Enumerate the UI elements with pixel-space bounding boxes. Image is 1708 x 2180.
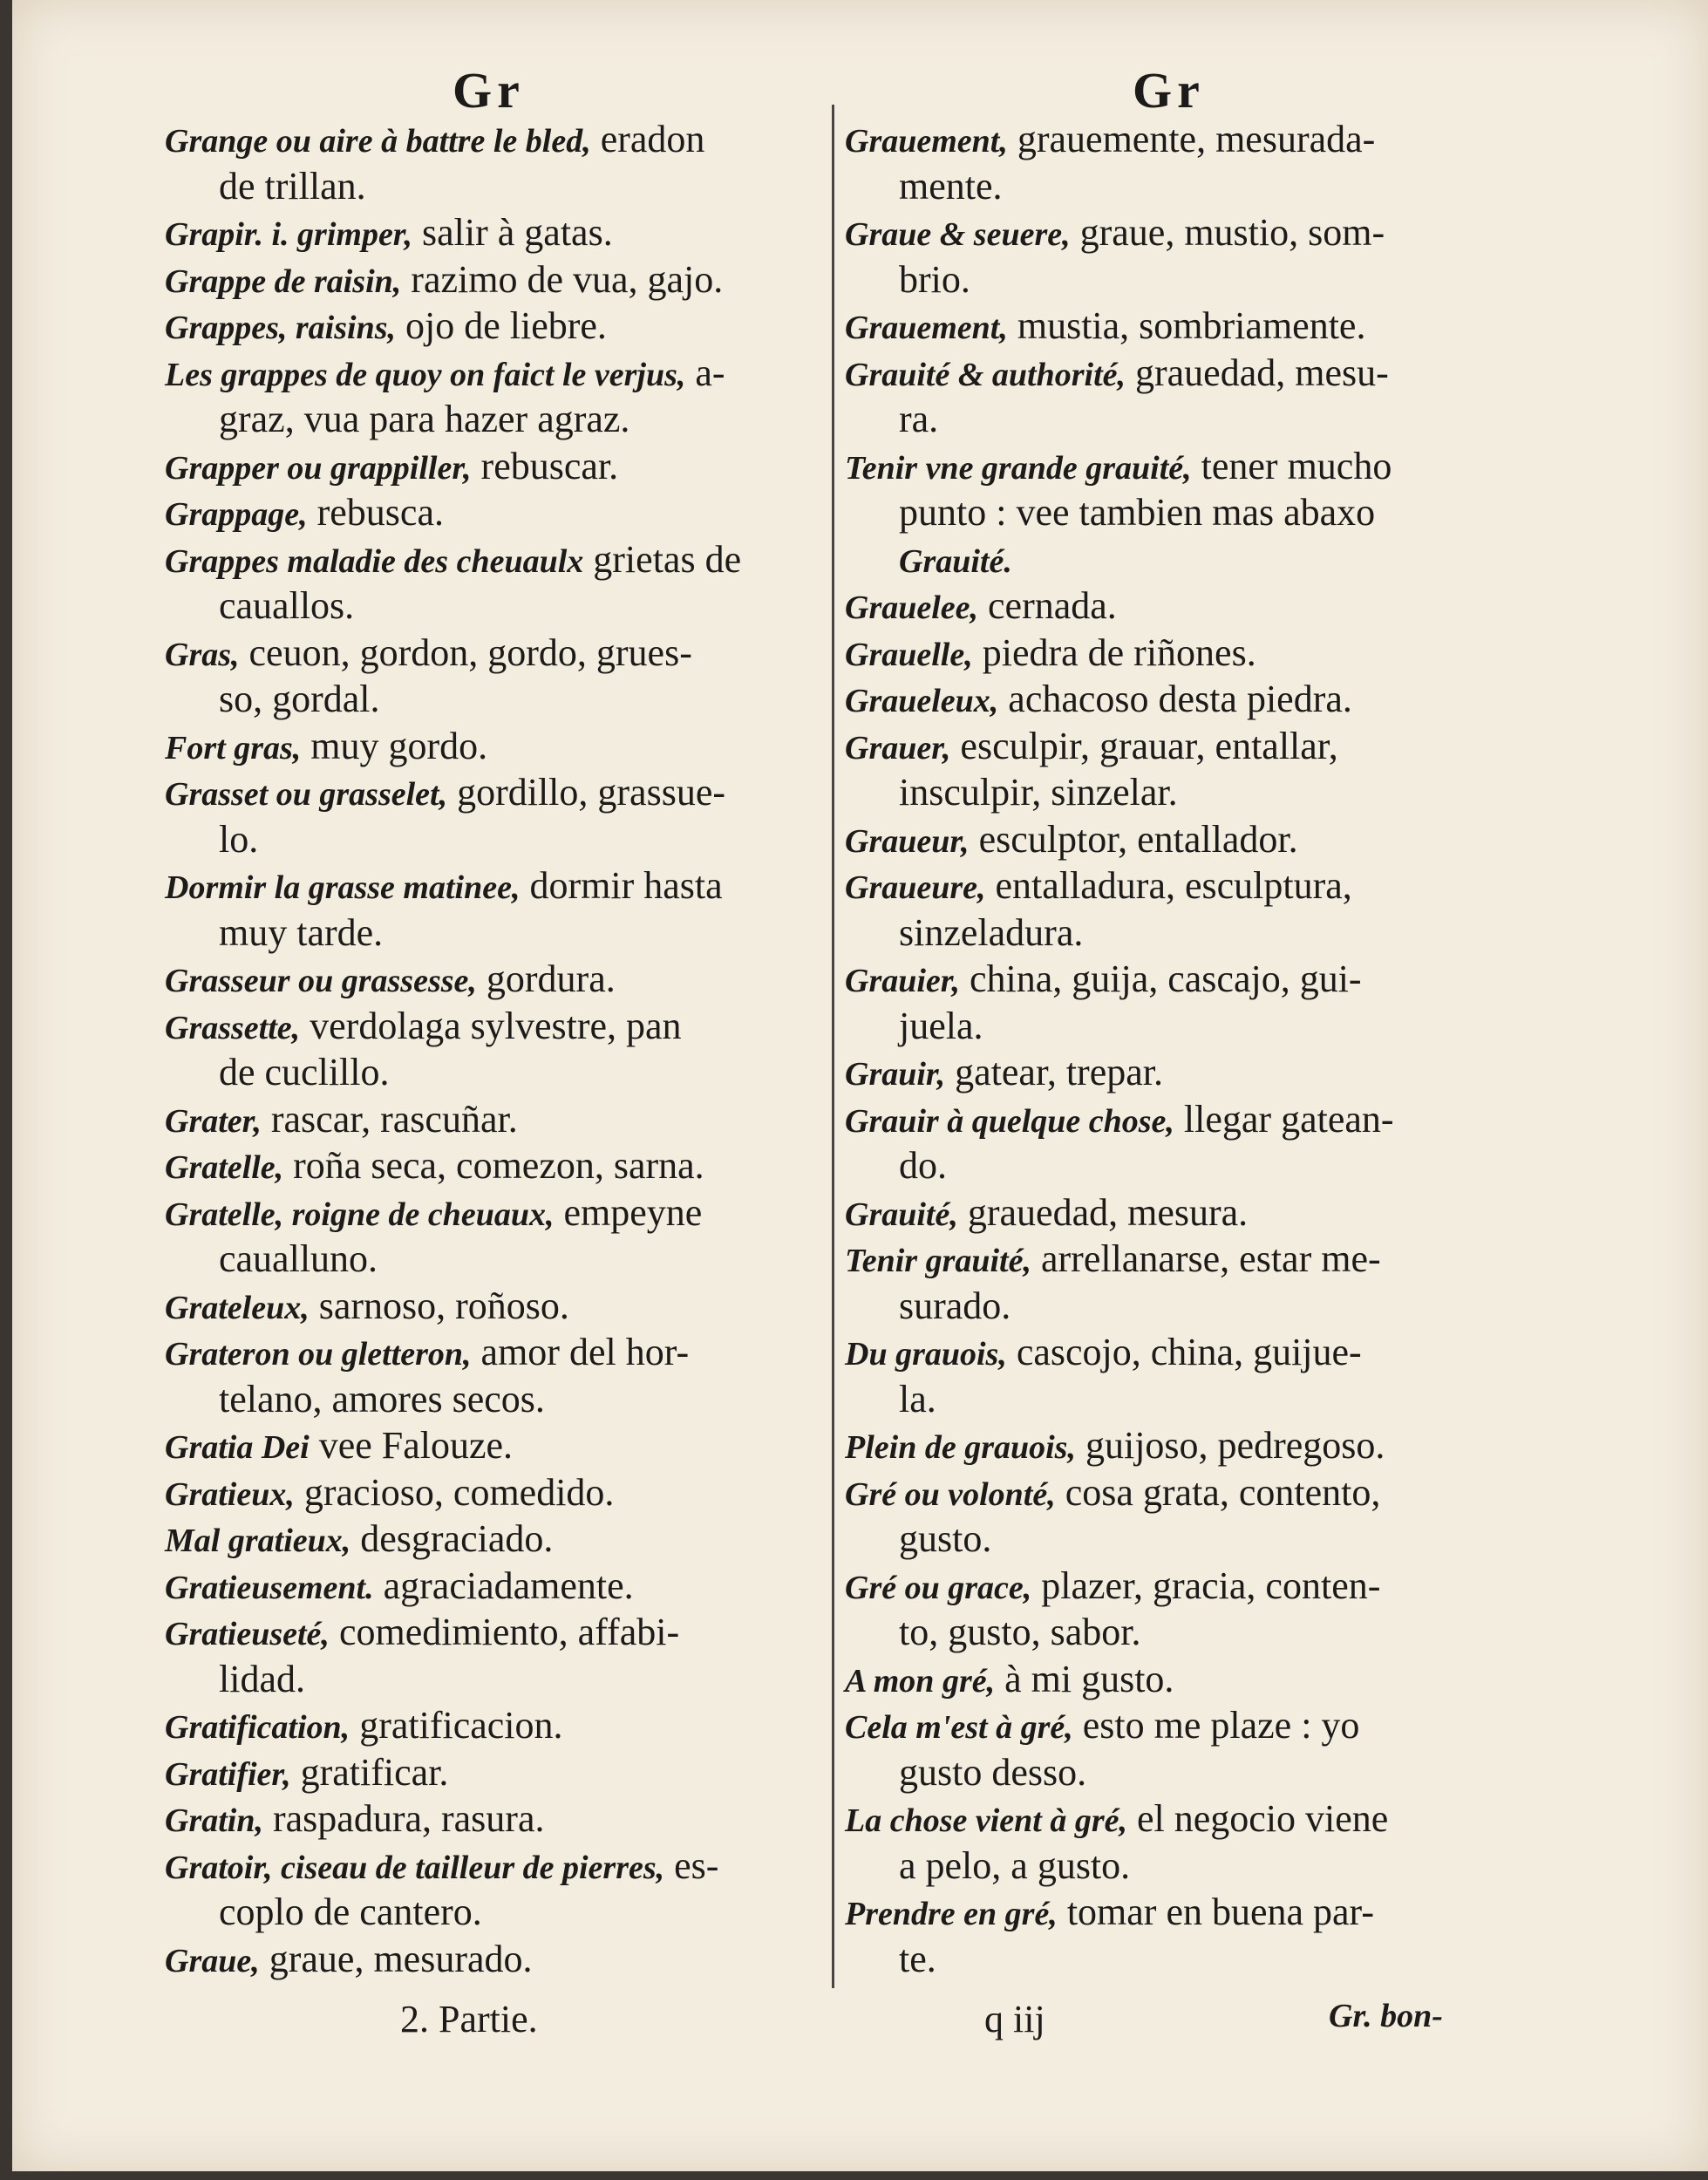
dictionary-line bbox=[165, 1797, 545, 1840]
dictionary-line bbox=[165, 444, 619, 487]
dictionary-line bbox=[845, 211, 1385, 254]
column-divider bbox=[832, 105, 834, 1988]
dictionary-line bbox=[845, 817, 1298, 861]
dictionary-line bbox=[845, 1237, 1381, 1280]
spanish-translation: brio. bbox=[899, 257, 970, 301]
dictionary-line bbox=[899, 1284, 1011, 1327]
spanish-translation: piedra de riñones. bbox=[972, 630, 1256, 674]
spanish-translation: el negocio viene bbox=[1127, 1797, 1389, 1840]
french-headword: Gratelle, bbox=[165, 1149, 284, 1186]
spanish-translation: surado. bbox=[899, 1284, 1011, 1327]
french-headword: Gré ou grace, bbox=[845, 1569, 1032, 1606]
footer-signature: 2. Partie. bbox=[400, 1998, 538, 2040]
spanish-translation: desgraciado. bbox=[350, 1517, 554, 1560]
spanish-translation: esculptor, entallador. bbox=[969, 817, 1298, 861]
french-headword: Graue, bbox=[165, 1942, 260, 1979]
spanish-translation: mente. bbox=[899, 164, 1003, 208]
dictionary-line bbox=[845, 1097, 1394, 1141]
spanish-translation: verdolaga sylvestre, pan bbox=[300, 1004, 682, 1047]
french-headword: Grassette, bbox=[165, 1009, 301, 1046]
spanish-translation: esto me plaze : yo bbox=[1072, 1704, 1360, 1747]
french-headword: Grappes maladie des cheuaulx bbox=[165, 542, 584, 580]
spanish-translation: empeyne bbox=[554, 1190, 703, 1234]
spanish-translation: juela. bbox=[899, 1004, 983, 1047]
dictionary-line bbox=[165, 1333, 689, 1372]
french-headword: A mon gré, bbox=[845, 1662, 996, 1700]
dictionary-line bbox=[165, 211, 613, 254]
spanish-translation: insculpir, sinzelar. bbox=[899, 771, 1178, 814]
dictionary-line bbox=[899, 1613, 1140, 1652]
spanish-translation: esculpir, grauar, entallar, bbox=[950, 724, 1338, 767]
dictionary-line bbox=[845, 120, 1375, 159]
dictionary-line bbox=[219, 817, 259, 861]
french-headword: Du grauois, bbox=[845, 1336, 1007, 1373]
dictionary-line bbox=[845, 1797, 1389, 1840]
dictionary-line bbox=[165, 537, 742, 581]
dictionary-line bbox=[899, 400, 938, 439]
french-headword: Gratin, bbox=[165, 1802, 263, 1839]
dictionary-line bbox=[165, 1470, 615, 1514]
dictionary-line bbox=[165, 304, 607, 347]
spanish-translation: muy tarde. bbox=[219, 910, 384, 954]
spanish-translation: graz, vua para hazer agraz. bbox=[219, 398, 630, 440]
spanish-translation: cauallos. bbox=[219, 584, 355, 627]
dictionary-line bbox=[845, 630, 1256, 674]
footer-page-mark: q iij bbox=[984, 1998, 1045, 2040]
footer-catchword: Gr. bon- bbox=[1329, 1998, 1443, 2034]
french-headword: Grasset ou grasselet, bbox=[165, 776, 448, 813]
spanish-translation: grietas de bbox=[583, 537, 742, 581]
french-headword: Grauer, bbox=[845, 729, 951, 766]
french-headword: Dormir la grasse matinee, bbox=[165, 869, 521, 906]
spanish-translation: de trillan. bbox=[219, 164, 366, 208]
french-headword: Graueleux, bbox=[845, 683, 999, 719]
french-headword: La chose vient à gré, bbox=[845, 1802, 1128, 1839]
spanish-translation: tomar en buena par- bbox=[1057, 1890, 1374, 1933]
french-headword: Gratieux, bbox=[165, 1475, 295, 1513]
spanish-translation: roña seca, comezon, sarna. bbox=[283, 1144, 704, 1187]
french-headword: Grappe de raisin, bbox=[165, 262, 402, 300]
spanish-translation: do. bbox=[899, 1144, 947, 1187]
french-headword: Grapper ou grappiller, bbox=[165, 449, 472, 487]
spanish-translation: raspadura, rasura. bbox=[262, 1797, 545, 1840]
spanish-translation: china, guija, cascajo, gui- bbox=[959, 957, 1362, 1000]
dictionary-line bbox=[899, 164, 1003, 208]
dictionary-line bbox=[165, 351, 725, 394]
spanish-translation: lidad. bbox=[219, 1657, 305, 1700]
spanish-translation: graue, mustio, som- bbox=[1070, 211, 1385, 254]
spanish-translation: plazer, gracia, conten- bbox=[1031, 1563, 1381, 1607]
dictionary-line bbox=[845, 724, 1338, 767]
spanish-translation: muy gordo. bbox=[301, 724, 488, 767]
spanish-translation: salir à gatas. bbox=[412, 211, 613, 254]
french-headword: Tenir grauité, bbox=[845, 1243, 1031, 1279]
spanish-translation: sinzeladura. bbox=[899, 910, 1084, 954]
dictionary-line bbox=[899, 541, 1012, 579]
dictionary-line bbox=[165, 491, 444, 534]
dictionary-line bbox=[845, 864, 1352, 907]
dictionary-line bbox=[219, 910, 384, 954]
french-headword: Tenir vne grande grauité, bbox=[845, 449, 1192, 487]
right-header: Gr bbox=[1133, 62, 1205, 119]
spanish-translation: gracioso, comedido. bbox=[294, 1470, 615, 1514]
spanish-translation: tener mucho bbox=[1191, 444, 1392, 487]
dictionary-line bbox=[219, 1053, 390, 1092]
book-page bbox=[12, 0, 1708, 2171]
dictionary-line bbox=[219, 1890, 482, 1933]
spanish-translation: so, gordal. bbox=[219, 678, 380, 720]
spanish-translation: punto : vee tambien mas abaxo bbox=[899, 491, 1376, 534]
spanish-translation: gratificacion. bbox=[350, 1704, 563, 1747]
spanish-translation: to, gusto, sabor. bbox=[899, 1611, 1141, 1653]
dictionary-line bbox=[165, 1704, 563, 1747]
french-headword: Grappes, raisins, bbox=[165, 310, 396, 346]
french-headword: Grauir à quelque chose, bbox=[845, 1102, 1174, 1140]
french-headword: Mal gratieux, bbox=[165, 1523, 351, 1559]
french-headword: Grauir, bbox=[845, 1056, 946, 1093]
dictionary-line bbox=[845, 1470, 1381, 1514]
spanish-translation: rascar, rascuñar. bbox=[261, 1097, 518, 1141]
spanish-translation: grauemente, mesurada- bbox=[1007, 118, 1376, 160]
french-headword: Grappage, bbox=[165, 496, 308, 533]
french-headword: Prendre en gré, bbox=[845, 1896, 1058, 1932]
french-headword: Gras, bbox=[165, 636, 240, 673]
dictionary-line bbox=[845, 1190, 1249, 1234]
french-headword: Grauité & authorité, bbox=[845, 356, 1126, 393]
dictionary-line bbox=[165, 1004, 682, 1047]
dictionary-line bbox=[165, 1190, 703, 1234]
dictionary-line bbox=[165, 1937, 533, 1980]
dictionary-line bbox=[899, 1144, 947, 1187]
dictionary-line bbox=[845, 680, 1352, 719]
dictionary-line bbox=[845, 584, 1117, 627]
spanish-translation: gusto. bbox=[899, 1517, 992, 1560]
spanish-translation: gordillo, grassue- bbox=[447, 771, 726, 814]
french-headword: Les grappes de quoy on faict le verjus, bbox=[165, 356, 686, 393]
dictionary-line bbox=[899, 1377, 936, 1420]
spanish-translation: cosa grata, contento, bbox=[1055, 1470, 1381, 1514]
dictionary-line bbox=[899, 491, 1376, 534]
dictionary-line bbox=[165, 1517, 554, 1560]
french-headword: Graueur, bbox=[845, 822, 970, 860]
french-headword: Grateron ou gletteron, bbox=[165, 1336, 472, 1373]
spanish-translation: ra. bbox=[899, 398, 939, 440]
spanish-translation: rebuscar. bbox=[471, 444, 619, 487]
spanish-translation: arrellanarse, estar me- bbox=[1031, 1237, 1381, 1280]
dictionary-line bbox=[845, 444, 1392, 487]
dictionary-line bbox=[845, 1657, 1174, 1700]
spanish-translation: graue, mesurado. bbox=[259, 1937, 533, 1980]
spanish-translation: mustia, sombriamente. bbox=[1007, 304, 1366, 347]
spanish-translation: sarnoso, roñoso. bbox=[309, 1284, 569, 1327]
french-headword: Plein de grauois, bbox=[845, 1429, 1076, 1466]
french-headword: Grateleux, bbox=[165, 1289, 310, 1326]
dictionary-line bbox=[899, 910, 1084, 954]
dictionary-line bbox=[845, 1053, 1163, 1092]
french-headword: Gratelle, roigne de cheuaux, bbox=[165, 1196, 555, 1233]
spanish-translation: rebusca. bbox=[307, 491, 444, 534]
spanish-translation: telano, amores secos. bbox=[219, 1377, 545, 1420]
spanish-translation: cascojo, china, guijue- bbox=[1006, 1331, 1362, 1373]
dictionary-line bbox=[165, 1613, 679, 1652]
dictionary-line bbox=[899, 1750, 1087, 1794]
french-headword: Grange ou aire à battre le bled, bbox=[165, 123, 591, 160]
french-headword: Grauité. bbox=[899, 542, 1012, 580]
spanish-translation: la. bbox=[899, 1377, 936, 1420]
dictionary-line bbox=[899, 1843, 1131, 1887]
french-headword: Gratieusement. bbox=[165, 1569, 374, 1606]
spanish-translation: llegar gatean- bbox=[1174, 1097, 1394, 1141]
french-headword: Grauement, bbox=[845, 123, 1008, 160]
dictionary-line bbox=[845, 1890, 1374, 1933]
french-headword: Gré ou volonté, bbox=[845, 1475, 1056, 1513]
dictionary-line bbox=[219, 164, 366, 208]
french-headword: Grater, bbox=[165, 1102, 262, 1140]
spanish-translation: vee Falouze. bbox=[309, 1424, 514, 1467]
spanish-translation: gratificar. bbox=[290, 1750, 449, 1794]
spanish-translation: caualluno. bbox=[219, 1237, 378, 1280]
dictionary-line bbox=[165, 1424, 514, 1467]
spanish-translation: grauedad, mesura. bbox=[957, 1190, 1249, 1234]
spanish-translation: gatear, trepar. bbox=[945, 1051, 1163, 1093]
dictionary-line bbox=[219, 584, 355, 627]
dictionary-line bbox=[845, 351, 1389, 394]
dictionary-line bbox=[165, 957, 616, 1000]
spanish-translation: à mi gusto. bbox=[995, 1657, 1174, 1700]
french-headword: Grauelee, bbox=[845, 589, 979, 626]
dictionary-line bbox=[219, 1377, 545, 1420]
dictionary-line bbox=[845, 1563, 1381, 1607]
french-headword: Gratieuseté, bbox=[165, 1616, 330, 1652]
spanish-translation: dormir hasta bbox=[520, 864, 723, 907]
french-headword: Cela m'est à gré, bbox=[845, 1709, 1073, 1746]
french-headword: Grauier, bbox=[845, 963, 960, 999]
french-headword: Fort gras, bbox=[165, 729, 302, 766]
spanish-translation: achacoso desta piedra. bbox=[998, 678, 1352, 720]
spanish-translation: gordura. bbox=[476, 957, 616, 1000]
spanish-translation: cernada. bbox=[978, 584, 1117, 627]
french-headword: Gratifier, bbox=[165, 1755, 291, 1793]
dictionary-line bbox=[899, 1004, 983, 1047]
french-headword: Grapir. i. grimper, bbox=[165, 216, 412, 253]
dictionary-line bbox=[899, 773, 1178, 812]
spanish-translation: de cuclillo. bbox=[219, 1051, 390, 1093]
spanish-translation: entalladura, esculptura, bbox=[985, 864, 1352, 907]
spanish-translation: agraciadamente. bbox=[373, 1563, 634, 1607]
french-headword: Gratia Dei bbox=[165, 1429, 310, 1466]
spanish-translation: eradon bbox=[590, 118, 705, 160]
left-header: Gr bbox=[453, 62, 525, 119]
dictionary-line bbox=[219, 1657, 305, 1700]
dictionary-line bbox=[845, 1424, 1385, 1467]
french-headword: Gratoir, ciseau de tailleur de pierres, bbox=[165, 1849, 665, 1886]
dictionary-line bbox=[845, 304, 1366, 347]
dictionary-line bbox=[845, 1333, 1362, 1372]
dictionary-line bbox=[165, 120, 704, 159]
dictionary-line bbox=[845, 1704, 1360, 1747]
french-headword: Grauement, bbox=[845, 310, 1008, 346]
spanish-translation: razimo de vua, gajo. bbox=[401, 257, 724, 301]
spanish-translation: gusto desso. bbox=[899, 1750, 1087, 1794]
french-headword: Gratification, bbox=[165, 1709, 350, 1746]
dictionary-line bbox=[165, 1144, 704, 1187]
french-headword: Grasseur ou grassesse, bbox=[165, 963, 477, 999]
spanish-translation: ojo de liebre. bbox=[396, 304, 607, 347]
dictionary-line bbox=[165, 1843, 719, 1887]
dictionary-line bbox=[165, 1097, 518, 1141]
french-headword: Graueure, bbox=[845, 869, 986, 906]
spanish-translation: lo. bbox=[219, 817, 259, 861]
dictionary-line bbox=[165, 773, 725, 812]
dictionary-line bbox=[219, 1237, 378, 1280]
dictionary-line bbox=[899, 1517, 992, 1560]
dictionary-line bbox=[165, 864, 723, 907]
spanish-translation: comedimiento, affabi- bbox=[329, 1611, 680, 1653]
french-headword: Graue & seuere, bbox=[845, 216, 1071, 253]
spanish-translation: te. bbox=[899, 1937, 936, 1980]
dictionary-line bbox=[165, 1750, 449, 1794]
dictionary-line bbox=[165, 1284, 569, 1327]
dictionary-line bbox=[845, 957, 1362, 1000]
dictionary-line bbox=[219, 680, 380, 719]
spanish-translation: a pelo, a gusto. bbox=[899, 1843, 1131, 1887]
dictionary-line bbox=[165, 724, 488, 767]
dictionary-line bbox=[165, 630, 692, 674]
spanish-translation: ceuon, gordon, gordo, grues- bbox=[239, 630, 692, 674]
dictionary-line bbox=[165, 1563, 634, 1607]
french-headword: Grauité, bbox=[845, 1196, 958, 1233]
spanish-translation: amor del hor- bbox=[471, 1331, 690, 1373]
spanish-translation: coplo de cantero. bbox=[219, 1890, 482, 1933]
spanish-translation: grauedad, mesu- bbox=[1126, 351, 1389, 394]
dictionary-line bbox=[899, 257, 970, 301]
dictionary-line bbox=[219, 400, 629, 439]
spanish-translation: guijoso, pedregoso. bbox=[1075, 1424, 1385, 1467]
spanish-translation: es- bbox=[664, 1843, 719, 1887]
dictionary-line bbox=[899, 1937, 936, 1980]
french-headword: Grauelle, bbox=[845, 636, 973, 673]
dictionary-line bbox=[165, 257, 724, 301]
spanish-translation: a- bbox=[685, 351, 725, 394]
